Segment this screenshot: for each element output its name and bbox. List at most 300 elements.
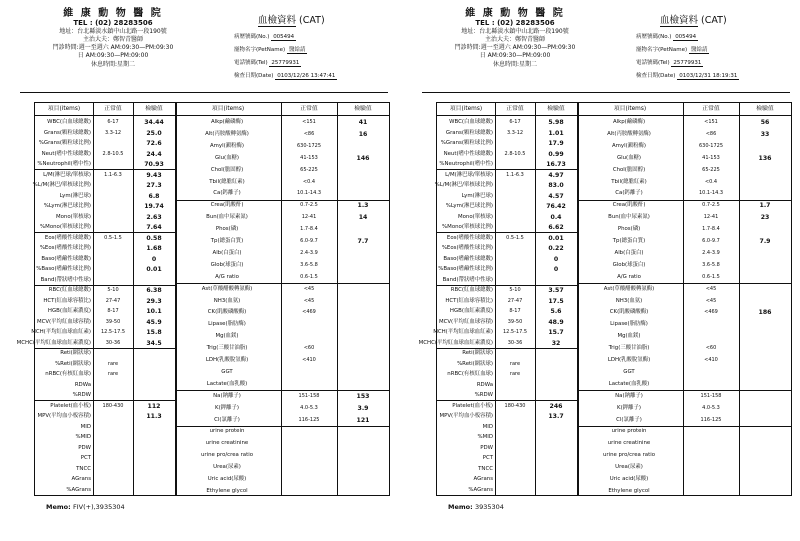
item-name: Lym(淋巴球) [461, 192, 493, 199]
item-name: %Baso(嗜鹼性球比例) [438, 266, 493, 272]
item-name: GGT [623, 368, 635, 375]
item-name: %Mono(單核球比例) [442, 224, 493, 230]
item-name: TNCC [478, 465, 493, 472]
test-value: 24.4 [146, 150, 162, 158]
item-name: MCV(平均紅血球容積) [438, 318, 493, 325]
test-value: 146 [356, 154, 370, 162]
item-name: Crea(肌酸酐) [612, 202, 646, 209]
normal-range: 27-47 [507, 297, 523, 304]
test-value: 17.5 [548, 297, 564, 305]
item-name: Band(帶狀嗜中性球) [40, 276, 91, 283]
normal-range: 12-41 [703, 214, 719, 221]
pet-name-value: 醫給請 [690, 47, 708, 53]
item-name: HCT(紅血球容積比) [43, 297, 91, 304]
item-name: %RDW [474, 392, 493, 398]
header-divider [20, 92, 388, 93]
normal-range: 116-125 [700, 416, 722, 423]
date-label: 檢查日期(Date) [234, 73, 274, 79]
item-name: Tbil(總膽紅素) [209, 178, 245, 185]
record-no-label: 病歷號碼(No.) [636, 34, 672, 40]
col-header-normal: 正常值 [506, 106, 524, 112]
item-name: NH3(血氨) [213, 297, 241, 304]
item-name: urine protein [209, 428, 245, 435]
normal-range: 8-17 [509, 308, 521, 314]
test-value: 19.74 [144, 203, 164, 210]
normal-range: 2.4-3.9 [702, 249, 720, 256]
item-name: %Grans(顆粒球比例) [440, 140, 493, 146]
col-header-item-2: 項目(items) [211, 106, 245, 112]
normal-range: 65-225 [702, 166, 720, 173]
memo-value: 3935304 [474, 503, 504, 511]
item-name: Alt(丙胺酸轉氨酶) [205, 130, 249, 137]
test-value: 29.3 [146, 297, 162, 305]
normal-range: 2.8-10.5 [102, 150, 124, 157]
test-value: 0.01 [146, 266, 162, 273]
form-title-zh: 血檢資料 [258, 15, 297, 26]
item-name: %Eos(嗜酸性球比例) [39, 245, 91, 251]
col-header-item: 項目(items) [47, 106, 81, 112]
item-name: L/M(淋巴球/單核球) [445, 171, 493, 178]
memo-label: Memo: [46, 503, 71, 511]
clinic-address: 地址：台北縣淡水鎮中山北路一段190號 [461, 27, 569, 35]
normal-range: 30-36 [507, 339, 523, 346]
pet-name-value: 醫給請 [288, 47, 306, 53]
item-name: Urea(尿素) [615, 464, 643, 471]
item-name: Baso(嗜鹼性球總數) [443, 255, 493, 262]
item-name: Bun(血中尿素氮) [608, 214, 650, 221]
form-title-en: (CAT) [299, 15, 325, 26]
item-name: LDH(乳酸脫氫酶) [205, 357, 249, 363]
report-sheet-2 [404, 4, 794, 534]
item-name: LDH(乳酸脫氫酶) [607, 357, 651, 363]
item-name: Alt(丙胺酸轉氨酶) [607, 130, 651, 137]
test-value: 15.7 [548, 329, 564, 336]
item-name: %L/M(淋巴/單核球比例) [32, 182, 91, 188]
item-name: Baso(嗜鹼性球總數) [41, 255, 91, 262]
test-value: 1.01 [548, 129, 564, 137]
test-value: 33 [760, 130, 770, 138]
normal-range: 6.0-9.7 [702, 238, 720, 244]
item-name: Trig(三酸甘油脂) [608, 345, 650, 352]
item-name: Tbil(總膽紅素) [611, 178, 647, 185]
test-value: 1.68 [146, 245, 162, 252]
item-name: Uric acid(尿酸) [207, 476, 247, 482]
col-header-item-2: 項目(items) [613, 106, 647, 112]
col-header-value-2: 檢驗值 [756, 106, 774, 112]
test-value: 76.42 [546, 203, 566, 210]
normal-range: 10.1-14.3 [296, 190, 322, 197]
item-name: A/G ratio [617, 273, 641, 280]
normal-range: 0.5-1.5 [506, 234, 524, 241]
test-value: 6.8 [148, 192, 160, 200]
normal-range: rare [107, 371, 119, 377]
normal-range: <86 [705, 130, 717, 137]
item-name: PCT [80, 455, 91, 461]
item-name: Ast(草酸醋酸轉氨酶) [201, 285, 253, 292]
test-value: 1.3 [357, 202, 369, 210]
item-name: urine pro/crea ratio [200, 452, 254, 459]
item-name: Na(鈉離子) [615, 392, 643, 399]
item-name: HCT(紅血球容積比) [445, 297, 493, 304]
phone-value: 25779931 [271, 60, 300, 66]
col-header-normal-2: 正常值 [300, 106, 318, 112]
item-name: Phos(磷) [215, 226, 239, 233]
test-value: 34.44 [144, 119, 164, 126]
clinic-doctor: 主治大夫：鄭智青醫師 [82, 35, 143, 43]
normal-range: <60 [303, 345, 315, 352]
col-header-normal-2: 正常值 [702, 106, 720, 112]
header-rule [437, 115, 791, 116]
blood-test-table [16, 102, 390, 496]
test-value: 70.93 [144, 161, 164, 168]
memo [46, 503, 125, 511]
item-name: Bun(血中尿素氮) [206, 214, 248, 221]
normal-range: 65-225 [300, 166, 318, 173]
item-name: PCT [482, 455, 493, 461]
item-name: Tp(總蛋白質) [210, 238, 244, 244]
item-name: Alb(白蛋白) [212, 249, 242, 256]
normal-range: 3.6-5.8 [702, 261, 720, 268]
normal-range: <45 [303, 285, 315, 292]
normal-range: 1.1-6.3 [506, 171, 524, 178]
item-name: Grans(顆粒球總數) [445, 129, 493, 136]
test-value: 25.0 [146, 129, 162, 137]
test-value: 5.98 [548, 119, 564, 126]
item-name: %MID [75, 434, 91, 440]
item-name: urine creatinine [607, 440, 651, 447]
normal-range: 180-430 [102, 402, 124, 409]
clinic-doctor: 主治大夫：鄭智青醫師 [484, 35, 545, 43]
item-name: %Reti(網狀球) [55, 360, 91, 367]
form-title [258, 12, 390, 26]
item-name: Amyl(澱粉酶) [209, 142, 244, 149]
clinic-tel: TEL : (02) 28283506 [73, 19, 153, 28]
test-value: 4.97 [548, 171, 564, 179]
normal-range: <60 [705, 345, 717, 352]
item-name: %Neutrophil(嗜中性) [439, 161, 493, 167]
item-name: Glu(血糖) [214, 154, 240, 161]
form-title-en: (CAT) [701, 15, 727, 26]
test-value: 11.3 [146, 413, 162, 420]
normal-range: 4.0-5.3 [702, 404, 720, 411]
item-name: Alkp(鹼磷酶) [210, 119, 244, 125]
item-name: MCHC(平均紅血球血紅素濃度) [418, 339, 493, 346]
item-name: Platelet(血小板) [452, 402, 493, 409]
item-name: urine protein [611, 428, 647, 435]
date-field [234, 71, 390, 79]
record-no-field [234, 32, 390, 40]
form-header [622, 12, 792, 84]
item-name: Mg(血鎂) [215, 333, 239, 340]
test-value: 0.99 [548, 150, 564, 158]
item-name: Urea(尿素) [213, 464, 241, 471]
item-name: Ast(草酸醋酸轉氨酶) [603, 285, 655, 292]
pet-name-label: 寵物名字(PetName) [636, 47, 688, 53]
test-value: 0 [553, 255, 559, 263]
item-name: Chol(膽固醇) [612, 166, 646, 173]
item-name: Tp(總蛋白質) [612, 238, 646, 244]
normal-range: rare [509, 360, 521, 367]
normal-range: 30-36 [105, 339, 121, 346]
item-name: Cl(氯離子) [214, 416, 240, 423]
test-value: 2.63 [146, 213, 162, 221]
test-value: 10.1 [146, 308, 162, 315]
item-name: Cl(氯離子) [616, 416, 642, 423]
item-name: Trig(三酸甘油脂) [206, 345, 248, 352]
item-name: %MID [477, 434, 493, 440]
date-value: 0103/12/26 13:47:41 [277, 73, 336, 79]
normal-range: 10.1-14.3 [698, 190, 724, 197]
test-value: 34.5 [146, 339, 162, 347]
item-name: MID [80, 423, 91, 430]
form-title [660, 12, 792, 26]
item-name: %Baso(嗜鹼性球比例) [36, 266, 91, 272]
item-name: MPV(平均血小板容積) [439, 413, 493, 419]
test-value: 121 [356, 416, 370, 424]
item-name: HGB(血紅素濃度) [47, 308, 91, 314]
item-name: Grans(顆粒球總數) [43, 129, 91, 136]
test-value: 15.8 [146, 329, 162, 336]
test-value: 0 [553, 266, 559, 273]
item-name: Reti(網狀球) [60, 350, 91, 356]
pet-name-label: 寵物名字(PetName) [234, 47, 286, 53]
test-value: 7.9 [759, 238, 771, 245]
test-value: 6.38 [146, 287, 162, 294]
item-name: RDWa [74, 381, 91, 388]
item-name: MCH(平均紅血球血紅素) [433, 329, 493, 335]
item-name: RBC(紅血球總數) [450, 287, 493, 293]
item-name: %Reti(網狀球) [457, 360, 493, 367]
item-name: Eos(嗜酸性球總數) [44, 234, 91, 241]
item-name: Alkp(鹼磷酶) [612, 119, 646, 125]
item-name: Alb(白蛋白) [614, 249, 644, 256]
item-name: Lactate(血乳酸) [608, 380, 650, 387]
header-rule [35, 115, 389, 116]
memo-value: FIV(+),3935304 [72, 503, 125, 511]
test-value: 3.9 [357, 404, 369, 412]
item-name: %Neutrophil(嗜中性) [37, 161, 91, 167]
item-name: MCV(平均紅血球容積) [36, 318, 91, 325]
item-name: Platelet(血小板) [50, 402, 91, 409]
test-value: 41 [358, 119, 368, 126]
item-name: GGT [221, 368, 233, 375]
test-value: 27.3 [146, 182, 162, 189]
test-value: 72.6 [146, 140, 162, 147]
item-name: %Grans(顆粒球比例) [38, 140, 91, 146]
normal-range: 4.0-5.3 [300, 404, 318, 411]
item-name: %L/M(淋巴/單核球比例) [434, 182, 493, 188]
item-name: Ca(鈣離子) [213, 190, 241, 197]
item-name: WBC(白血球總數) [449, 119, 493, 125]
test-value: 246 [549, 402, 563, 410]
clinic-header [426, 10, 604, 69]
test-value: 13.7 [548, 413, 564, 420]
item-name: L/M(淋巴球/單核球) [43, 171, 91, 178]
normal-range: <151 [302, 119, 316, 125]
item-name: Lactate(血乳酸) [206, 380, 248, 387]
test-value: 136 [758, 154, 772, 162]
test-value: 9.43 [146, 171, 162, 179]
normal-range: rare [509, 371, 521, 377]
date-value: 0103/12/31 18:19:31 [679, 73, 738, 79]
test-value: 112 [147, 402, 161, 410]
normal-range: 151-158 [700, 392, 722, 399]
record-no-label: 病歷號碼(No.) [234, 34, 270, 40]
normal-range: <0.4 [704, 178, 718, 185]
item-name: Neut(嗜中性球總數) [41, 150, 91, 157]
normal-range: <45 [705, 285, 717, 292]
item-name: RBC(紅血球總數) [48, 287, 91, 293]
clinic-name: 維 康 動 物 醫 院 [63, 8, 163, 19]
item-name: CK(肌酸磷酸酶) [609, 309, 649, 316]
date-label: 檢查日期(Date) [636, 73, 676, 79]
clinic-name: 維 康 動 物 醫 院 [465, 8, 565, 19]
record-no-value: 005494 [273, 34, 295, 40]
normal-range: <0.4 [302, 178, 316, 185]
report-sheet-1 [2, 4, 392, 534]
item-name: %AGrans [468, 486, 493, 493]
test-value: 5.6 [550, 308, 562, 315]
item-name: AGrans [71, 476, 91, 482]
item-name: Uric acid(尿酸) [609, 476, 649, 482]
clinic-hours: 門診時間:週一至週六 AM:09:30—PM:09:30 [454, 44, 576, 52]
normal-range: 630-1725 [296, 142, 322, 149]
normal-range: 3.3-12 [506, 129, 524, 136]
item-name: PDW [480, 444, 493, 451]
item-name: %Eos(嗜酸性球比例) [441, 245, 493, 251]
normal-range: <410 [704, 357, 718, 363]
item-name: Reti(網狀球) [462, 350, 493, 356]
item-name: Glu(血糖) [616, 154, 642, 161]
memo [448, 503, 504, 511]
item-name: MCH(平均紅血球血紅素) [31, 329, 91, 335]
normal-range: <45 [303, 297, 315, 304]
normal-range: 39-50 [105, 318, 121, 325]
normal-range: 39-50 [507, 318, 523, 325]
normal-range: 6-17 [107, 119, 119, 125]
normal-range: 12.5-17.5 [502, 329, 528, 335]
normal-range: 0.7-2.5 [702, 202, 720, 209]
test-value: 23 [760, 214, 770, 222]
test-value: 6.62 [548, 224, 564, 231]
clinic-closed: 休息時間:星期二 [492, 60, 538, 68]
item-name: Ethylene glycol [206, 487, 248, 494]
test-value: 0.01 [548, 234, 564, 242]
phone-field [234, 58, 390, 66]
test-value: 16 [358, 130, 368, 138]
item-name: %AGrans [66, 486, 91, 493]
normal-range: <151 [704, 119, 718, 125]
normal-range: 3.6-5.8 [300, 261, 318, 268]
item-name: MCHC(平均紅血球血紅素濃度) [16, 339, 91, 346]
test-value: 7.64 [146, 224, 162, 231]
test-value: 3.57 [548, 287, 564, 294]
clinic-hours: 門診時間:週一至週六 AM:09:30—PM:09:30 [52, 44, 174, 52]
item-name: Glob(球蛋白) [612, 261, 646, 268]
item-name: NH3(血氨) [615, 297, 643, 304]
normal-range: 1.7-8.4 [300, 226, 318, 233]
item-name: WBC(白血球總數) [47, 119, 91, 125]
item-name: RDWa [476, 381, 493, 388]
test-value: 7.7 [357, 238, 369, 245]
test-value: 0.4 [550, 213, 562, 221]
form-title-zh: 血檢資料 [660, 15, 699, 26]
item-name: PDW [78, 444, 91, 451]
normal-range: 180-430 [504, 402, 526, 409]
test-value: 17.9 [548, 140, 564, 147]
normal-range: 5-10 [509, 287, 521, 293]
item-name: urine creatinine [205, 440, 249, 447]
normal-range: 3.3-12 [104, 129, 122, 136]
col-header-item: 項目(items) [449, 106, 483, 112]
test-value: 0 [151, 255, 157, 263]
normal-range: 2.8-10.5 [504, 150, 526, 157]
item-name: Na(鈉離子) [213, 392, 241, 399]
clinic-closed: 休息時間:星期二 [90, 60, 136, 68]
test-value: 14 [358, 214, 368, 222]
record-no-value: 005494 [675, 34, 697, 40]
item-name: A/G ratio [215, 273, 239, 280]
item-name: CK(肌酸磷酸酶) [207, 309, 247, 316]
test-value: 186 [758, 309, 772, 317]
blood-test-table [418, 102, 792, 496]
item-name: urine pro/crea ratio [602, 452, 656, 459]
normal-range: 5-10 [107, 287, 119, 293]
item-name: Ethylene glycol [608, 487, 650, 494]
item-name: %RDW [72, 392, 91, 398]
col-header-value-2: 檢驗值 [354, 106, 372, 112]
test-value: 48.9 [548, 318, 564, 326]
memo-label: Memo: [448, 503, 473, 511]
item-name: MPV(平均血小板容積) [37, 413, 91, 419]
col-header-normal: 正常值 [104, 106, 122, 112]
item-name: AGrans [473, 476, 493, 482]
normal-range: 2.4-3.9 [300, 249, 318, 256]
item-name: %Mono(單核球比例) [40, 224, 91, 230]
item-name: nRBC(有核紅血球) [447, 371, 493, 377]
test-value: 45.9 [146, 318, 162, 326]
test-value: 4.57 [548, 192, 564, 200]
item-name: Mg(血鎂) [617, 333, 641, 340]
normal-range: 0.7-2.5 [300, 202, 318, 209]
item-name: Eos(嗜酸性球總數) [446, 234, 493, 241]
test-value: 56 [760, 119, 770, 126]
item-name: Lym(淋巴球) [59, 192, 91, 199]
test-value: 0.58 [146, 234, 162, 242]
pet-name-field [234, 45, 390, 53]
normal-range: 151-158 [298, 392, 320, 399]
phone-label: 電話號碼(Tel) [636, 60, 670, 66]
clinic-address: 地址：台北縣淡水鎮中山北路一段190號 [59, 27, 167, 35]
normal-range: 41-153 [702, 154, 720, 161]
item-name: K(鉀離子) [617, 404, 641, 411]
test-value: 32 [551, 339, 561, 347]
normal-range: <45 [705, 297, 717, 304]
item-name: HGB(血紅素濃度) [449, 308, 493, 314]
item-name: %Lym(淋巴球比例) [43, 203, 91, 209]
phone-value: 25779931 [673, 60, 702, 66]
normal-range: 1.1-6.3 [104, 171, 122, 178]
pet-name-field [636, 45, 792, 53]
item-name: Neut(嗜中性球總數) [443, 150, 493, 157]
test-value: 153 [356, 392, 370, 400]
item-name: nRBC(有核紅血球) [45, 371, 91, 377]
normal-range: 116-125 [298, 416, 320, 423]
record-no-field [636, 32, 792, 40]
item-name: TNCC [76, 465, 91, 472]
item-name: Glob(球蛋白) [210, 261, 244, 268]
item-name: Crea(肌酸酐) [210, 202, 244, 209]
